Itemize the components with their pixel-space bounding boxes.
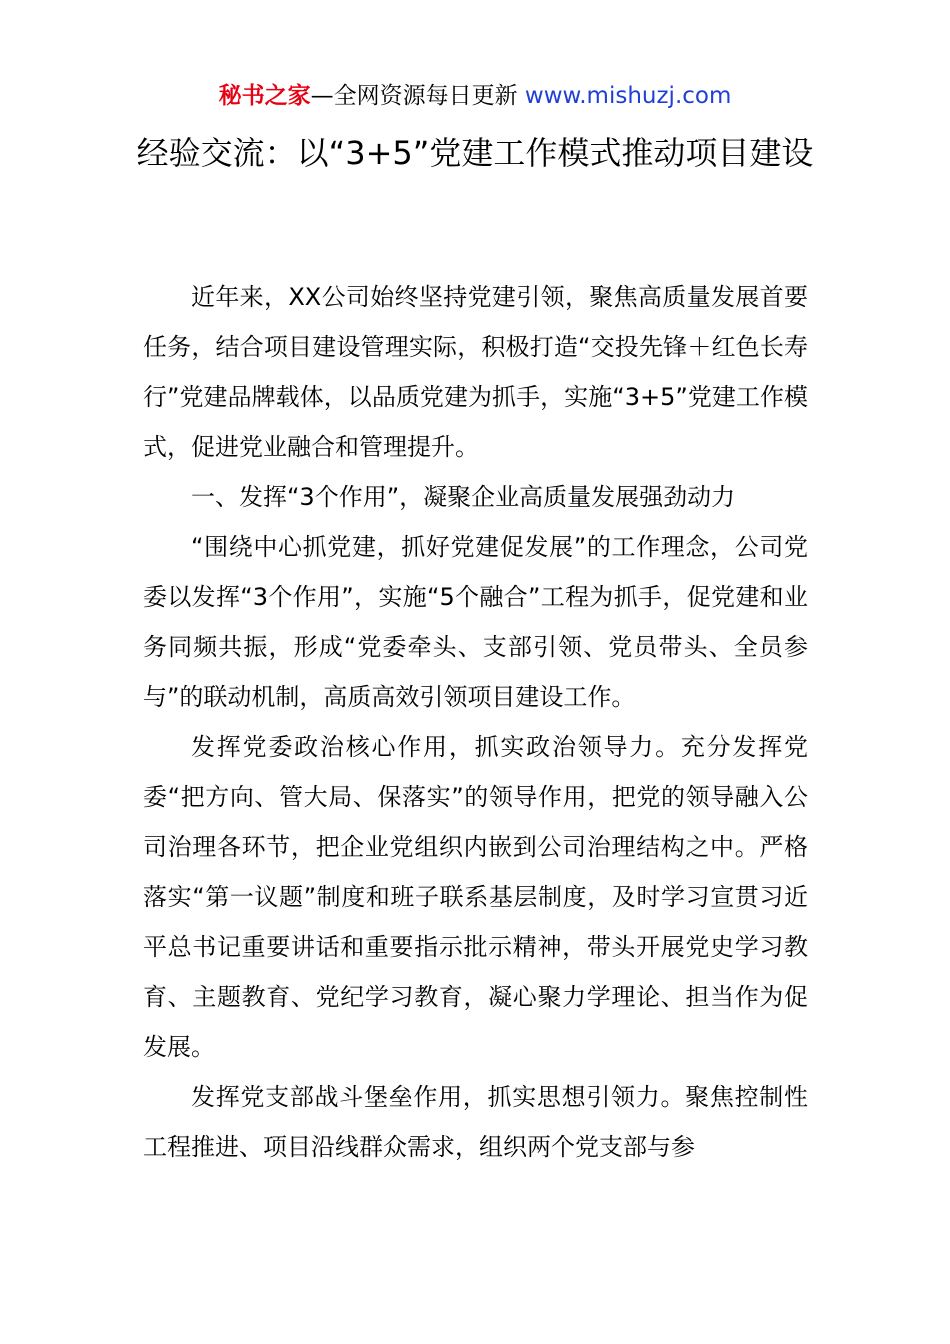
paragraph-intro: 近年来，XX公司始终坚持党建引领，聚焦高质量发展首要任务，结合项目建设管理实际，积极打造“交投先锋＋红色长寿行”党建品牌载体，以品质党建为抓手，实施“3+5”党建工作模式，促进党业融合和管理提升。 <box>143 283 808 461</box>
section-heading-1: 一、发挥“3个作用”，凝聚企业高质量发展强劲动力 <box>191 483 736 511</box>
document-body <box>143 272 808 1172</box>
site-header <box>0 80 950 112</box>
document-title: 经验交流：以“3+5”党建工作模式推动项目建设 <box>136 134 814 172</box>
paragraph: 发挥党委政治核心作用，抓实政治领导力。充分发挥党委“把方向、管大局、保落实”的领导作用，把党的领导融入公司治理各环节，把企业党组织内嵌到公司治理结构之中。严格落实“第一议题”制度和班子联系基层制度，及时学习宣贯习近平总书记重要讲话和重要指示批示精神，带头开展党史学习教育、主题教育、党纪学习教育，凝心聚力学理论、担当作为促发展。 <box>143 733 808 1061</box>
site-tagline: —全网资源每日更新 <box>310 83 525 109</box>
site-url-link[interactable]: www.mishuzj.com <box>524 83 732 109</box>
site-brand: 秘书之家 <box>218 83 311 109</box>
paragraph: “围绕中心抓党建，抓好党建促发展”的工作理念，公司党委以发挥“3个作用”，实施“5个融合”工程为抓手，促党建和业务同频共振，形成“党委牵头、支部引领、党员带头、全员参与”的联动机制，高质高效引领项目建设工作。 <box>143 533 808 711</box>
paragraph: 发挥党支部战斗堡垒作用，抓实思想引领力。聚焦控制性工程推进、项目沿线群众需求，组织两个党支部与参 <box>143 1083 808 1161</box>
